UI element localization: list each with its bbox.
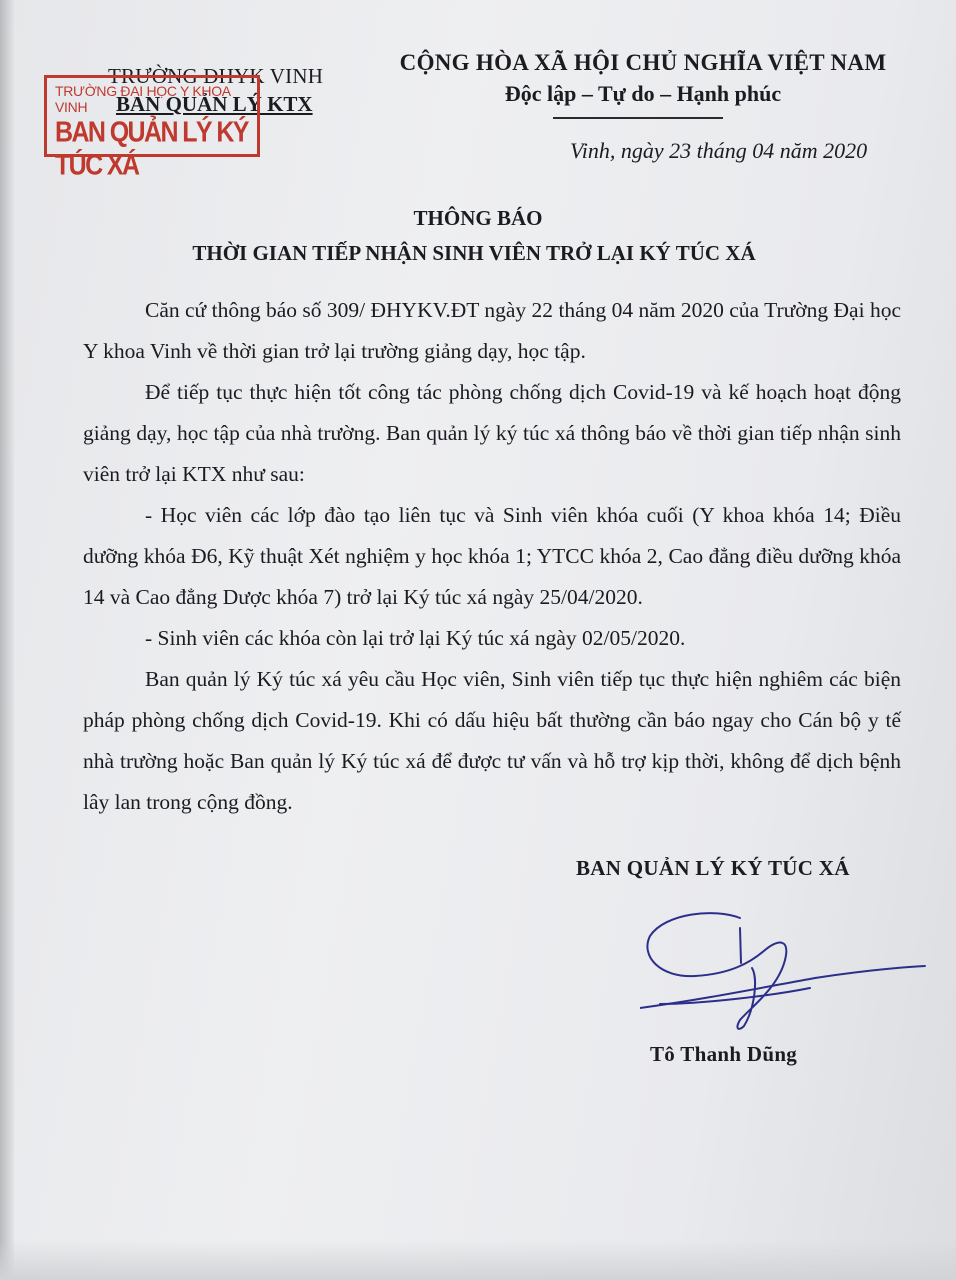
document-title <box>0 206 956 266</box>
paragraph-purpose: Để tiếp tục thực hiện tốt công tác phòng chống dịch Covid-19 và kế hoạch hoạt động giảng dạy, học tập của nhà trường. Ban quản lý ký túc xá thông báo về thời gian tiếp nhận sinh viên trở lại KTX như sau: <box>83 380 901 486</box>
national-motto: Độc lập – Tự do – Hạnh phúc <box>504 81 782 106</box>
paragraph-requirements: Ban quản lý Ký túc xá yêu cầu Học viên, Sinh viên tiếp tục thực hiện nghiêm các biện pháp phòng chống dịch Covid-19. Khi có dấu hiệu bất thường cần báo ngay cho Cán bộ y tế nhà trường hoặc Ban quản lý Ký túc xá để được tư vấn và hỗ trợ kịp thời, không để dịch bệnh lây lan trong cộng đồng. <box>83 667 901 814</box>
national-header <box>393 50 893 107</box>
title-line-2: THỜI GIAN TIẾP NHẬN SINH VIÊN TRỞ LẠI KÝ TÚC XÁ <box>192 241 756 265</box>
handwritten-signature <box>640 908 930 1048</box>
paragraph-schedule-final-year: - Học viên các lớp đào tạo liên tục và Sinh viên khóa cuối (Y khoa khóa 14; Điều dưỡng khóa Đ6, Kỹ thuật Xét nghiệm y học khóa 1; YTCC khóa 2, Cao đẳng điều dưỡng khóa 14 và Cao đẳng Dược khóa 7) trở lại Ký túc xá ngày 25/04/2020. <box>83 503 901 609</box>
red-stamp <box>44 75 260 182</box>
document-body <box>83 290 901 823</box>
issuer-school: TRƯỜNG ĐHYK VINH <box>108 64 324 88</box>
paragraph-schedule-other: - Sinh viên các khóa còn lại trở lại Ký túc xá ngày 02/05/2020. <box>145 626 686 650</box>
page-shadow-left <box>0 0 14 1280</box>
national-title: CỘNG HÒA XÃ HỘI CHỦ NGHĨA VIỆT NAM <box>399 50 887 75</box>
motto-underline <box>553 117 723 119</box>
stamp-top-text: TRƯỜNG ĐẠI HỌC Y KHOA VINH <box>55 83 231 115</box>
page-shadow-bottom <box>0 1240 956 1280</box>
paragraph-basis: Căn cứ thông báo số 309/ ĐHYKV.ĐT ngày 22 tháng 04 năm 2020 của Trường Đại học Y khoa Vinh về thời gian trở lại trường giảng dạy, học tập. <box>83 298 901 363</box>
document-date: Vinh, ngày 23 tháng 04 năm 2020 <box>570 138 868 163</box>
stamp-main-text: BAN QUẢN LÝ KÝ TÚC XÁ <box>55 116 248 182</box>
title-line-1: THÔNG BÁO <box>413 206 543 230</box>
signer-name: Tô Thanh Dũng <box>650 1042 798 1066</box>
signature-title: BAN QUẢN LÝ KÝ TÚC XÁ <box>576 856 850 880</box>
issuer-office: BAN QUẢN LÝ KTX <box>116 92 313 116</box>
